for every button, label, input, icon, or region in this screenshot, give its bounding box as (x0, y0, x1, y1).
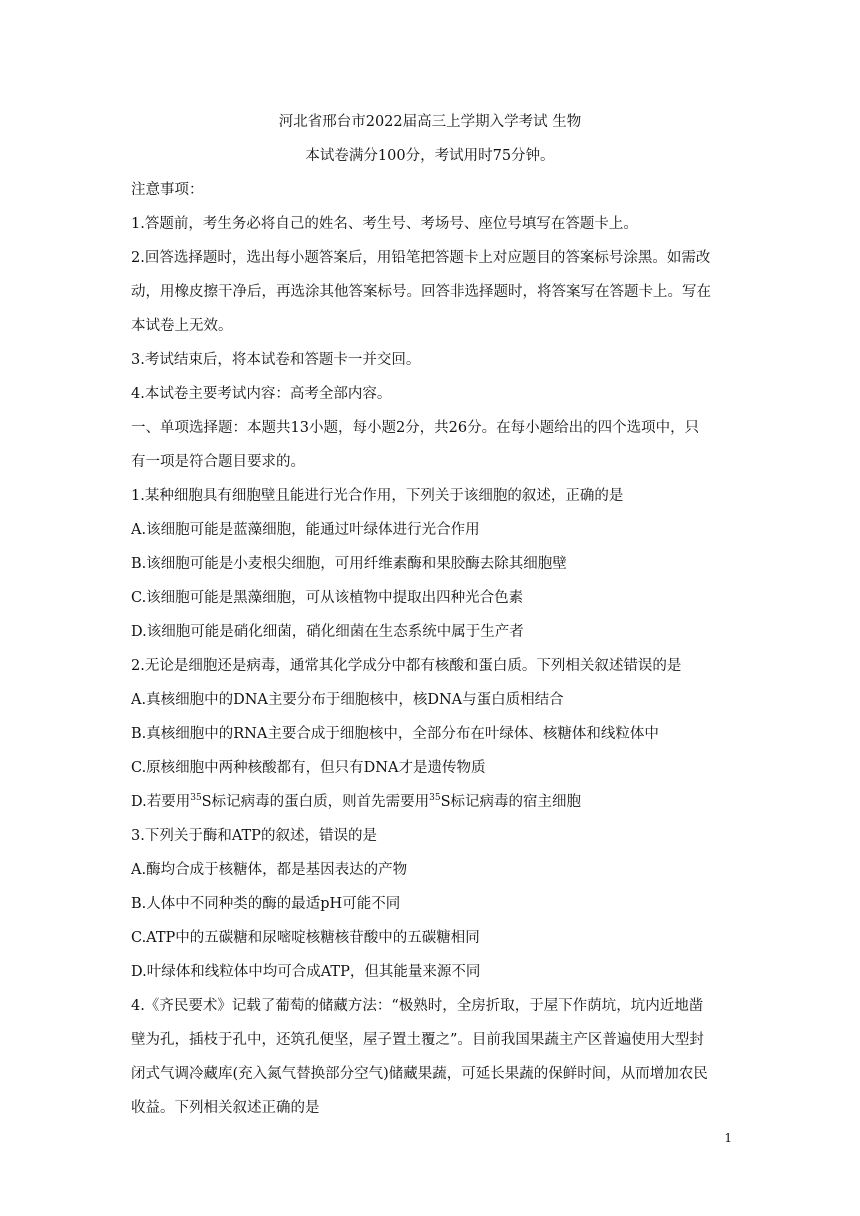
isotope-mass-number: 35 (190, 793, 202, 803)
notice-heading: 注意事项： (131, 182, 204, 198)
question-1-option-a: A.该细胞可能是蓝藻细胞，能通过叶绿体进行光合作用 (131, 522, 480, 538)
question-3-option-a: A.酶均合成于核糖体，都是基因表达的产物 (131, 862, 408, 878)
notice-item: 本试卷上无效。 (131, 318, 233, 334)
question-4-stem-cont: 壁为孔，插枝于孔中，还筑孔便坚，屋子置土覆之”。目前我国果蔬主产区普遍使用大型封 (131, 1032, 704, 1048)
question-1-option-c: C.该细胞可能是黑藻细胞，可从该植物中提取出四种光合色素 (131, 590, 524, 606)
question-2-option-a: A.真核细胞中的DNA主要分布于细胞核中，核DNA与蛋白质相结合 (131, 692, 564, 708)
question-3-option-d: D.叶绿体和线粒体中均可合成ATP，但其能量来源不同 (131, 964, 481, 980)
question-1-stem: 1.某种细胞具有细胞壁且能进行光合作用，下列关于该细胞的叙述，正确的是 (131, 488, 624, 504)
section-heading: 一、单项选择题：本题共13小题，每小题2分，共26分。在每小题给出的四个选项中，只 (131, 420, 700, 436)
question-3-stem: 3.下列关于酶和ATP的叙述，错误的是 (131, 828, 377, 844)
question-1-option-b: B.该细胞可能是小麦根尖细胞，可用纤维素酶和果胶酶去除其细胞壁 (131, 556, 567, 572)
page-number: 1 (724, 1131, 732, 1145)
question-4-stem-cont: 闭式气调冷藏库(充入氮气替换部分空气)储藏果蔬，可延长果蔬的保鲜时间，从而增加农民 (131, 1066, 708, 1082)
question-2-option-c: C.原核细胞中两种核酸都有，但只有DNA才是遗传物质 (131, 760, 486, 776)
question-1-option-d: D.该细胞可能是硝化细菌，硝化细菌在生态系统中属于生产者 (131, 624, 524, 640)
question-4-stem-cont: 收益。下列相关叙述正确的是 (131, 1100, 320, 1116)
notice-item: 2.回答选择题时，选出每小题答案后，用铅笔把答题卡上对应题目的答案标号涂黑。如需改 (131, 250, 711, 266)
question-3-option-c: C.ATP中的五碳糖和尿嘧啶核糖核苷酸中的五碳糖相同 (131, 930, 480, 946)
section-heading-cont: 有一项是符合题目要求的。 (131, 454, 305, 470)
exam-subtitle: 本试卷满分100分，考试用时75分钟。 (305, 148, 555, 164)
option-d-text: S标记病毒的蛋白质，则首先需要用 (201, 794, 430, 810)
notice-item: 动，用橡皮擦干净后，再选涂其他答案标号。回答非选择题时，将答案写在答题卡上。写在 (131, 284, 711, 300)
option-d-text: D.若要用 (131, 794, 191, 810)
question-2-stem: 2.无论是细胞还是病毒，通常其化学成分中都有核酸和蛋白质。下列相关叙述错误的是 (131, 658, 682, 674)
question-3-option-b: B.人体中不同种类的酶的最适pH可能不同 (131, 896, 401, 912)
question-2-option-d (131, 792, 733, 812)
notice-item: 4.本试卷主要考试内容：高考全部内容。 (131, 386, 392, 402)
notice-item: 3.考试结束后，将本试卷和答题卡一并交回。 (131, 352, 421, 368)
exam-title: 河北省邢台市2022届高三上学期入学考试 生物 (278, 114, 582, 130)
notice-item: 1.答题前，考生务必将自己的姓名、考生号、考场号、座位号填写在答题卡上。 (131, 216, 638, 232)
isotope-mass-number: 35 (429, 793, 441, 803)
question-2-option-b: B.真核细胞中的RNA主要合成于细胞核中，全部分布在叶绿体、核糖体和线粒体中 (131, 726, 659, 742)
question-4-stem: 4.《齐民要术》记载了葡萄的储藏方法：“极熟时，全房折取，于屋下作荫坑，坑内近地凿 (131, 998, 704, 1014)
option-d-text: S标记病毒的宿主细胞 (440, 794, 581, 810)
